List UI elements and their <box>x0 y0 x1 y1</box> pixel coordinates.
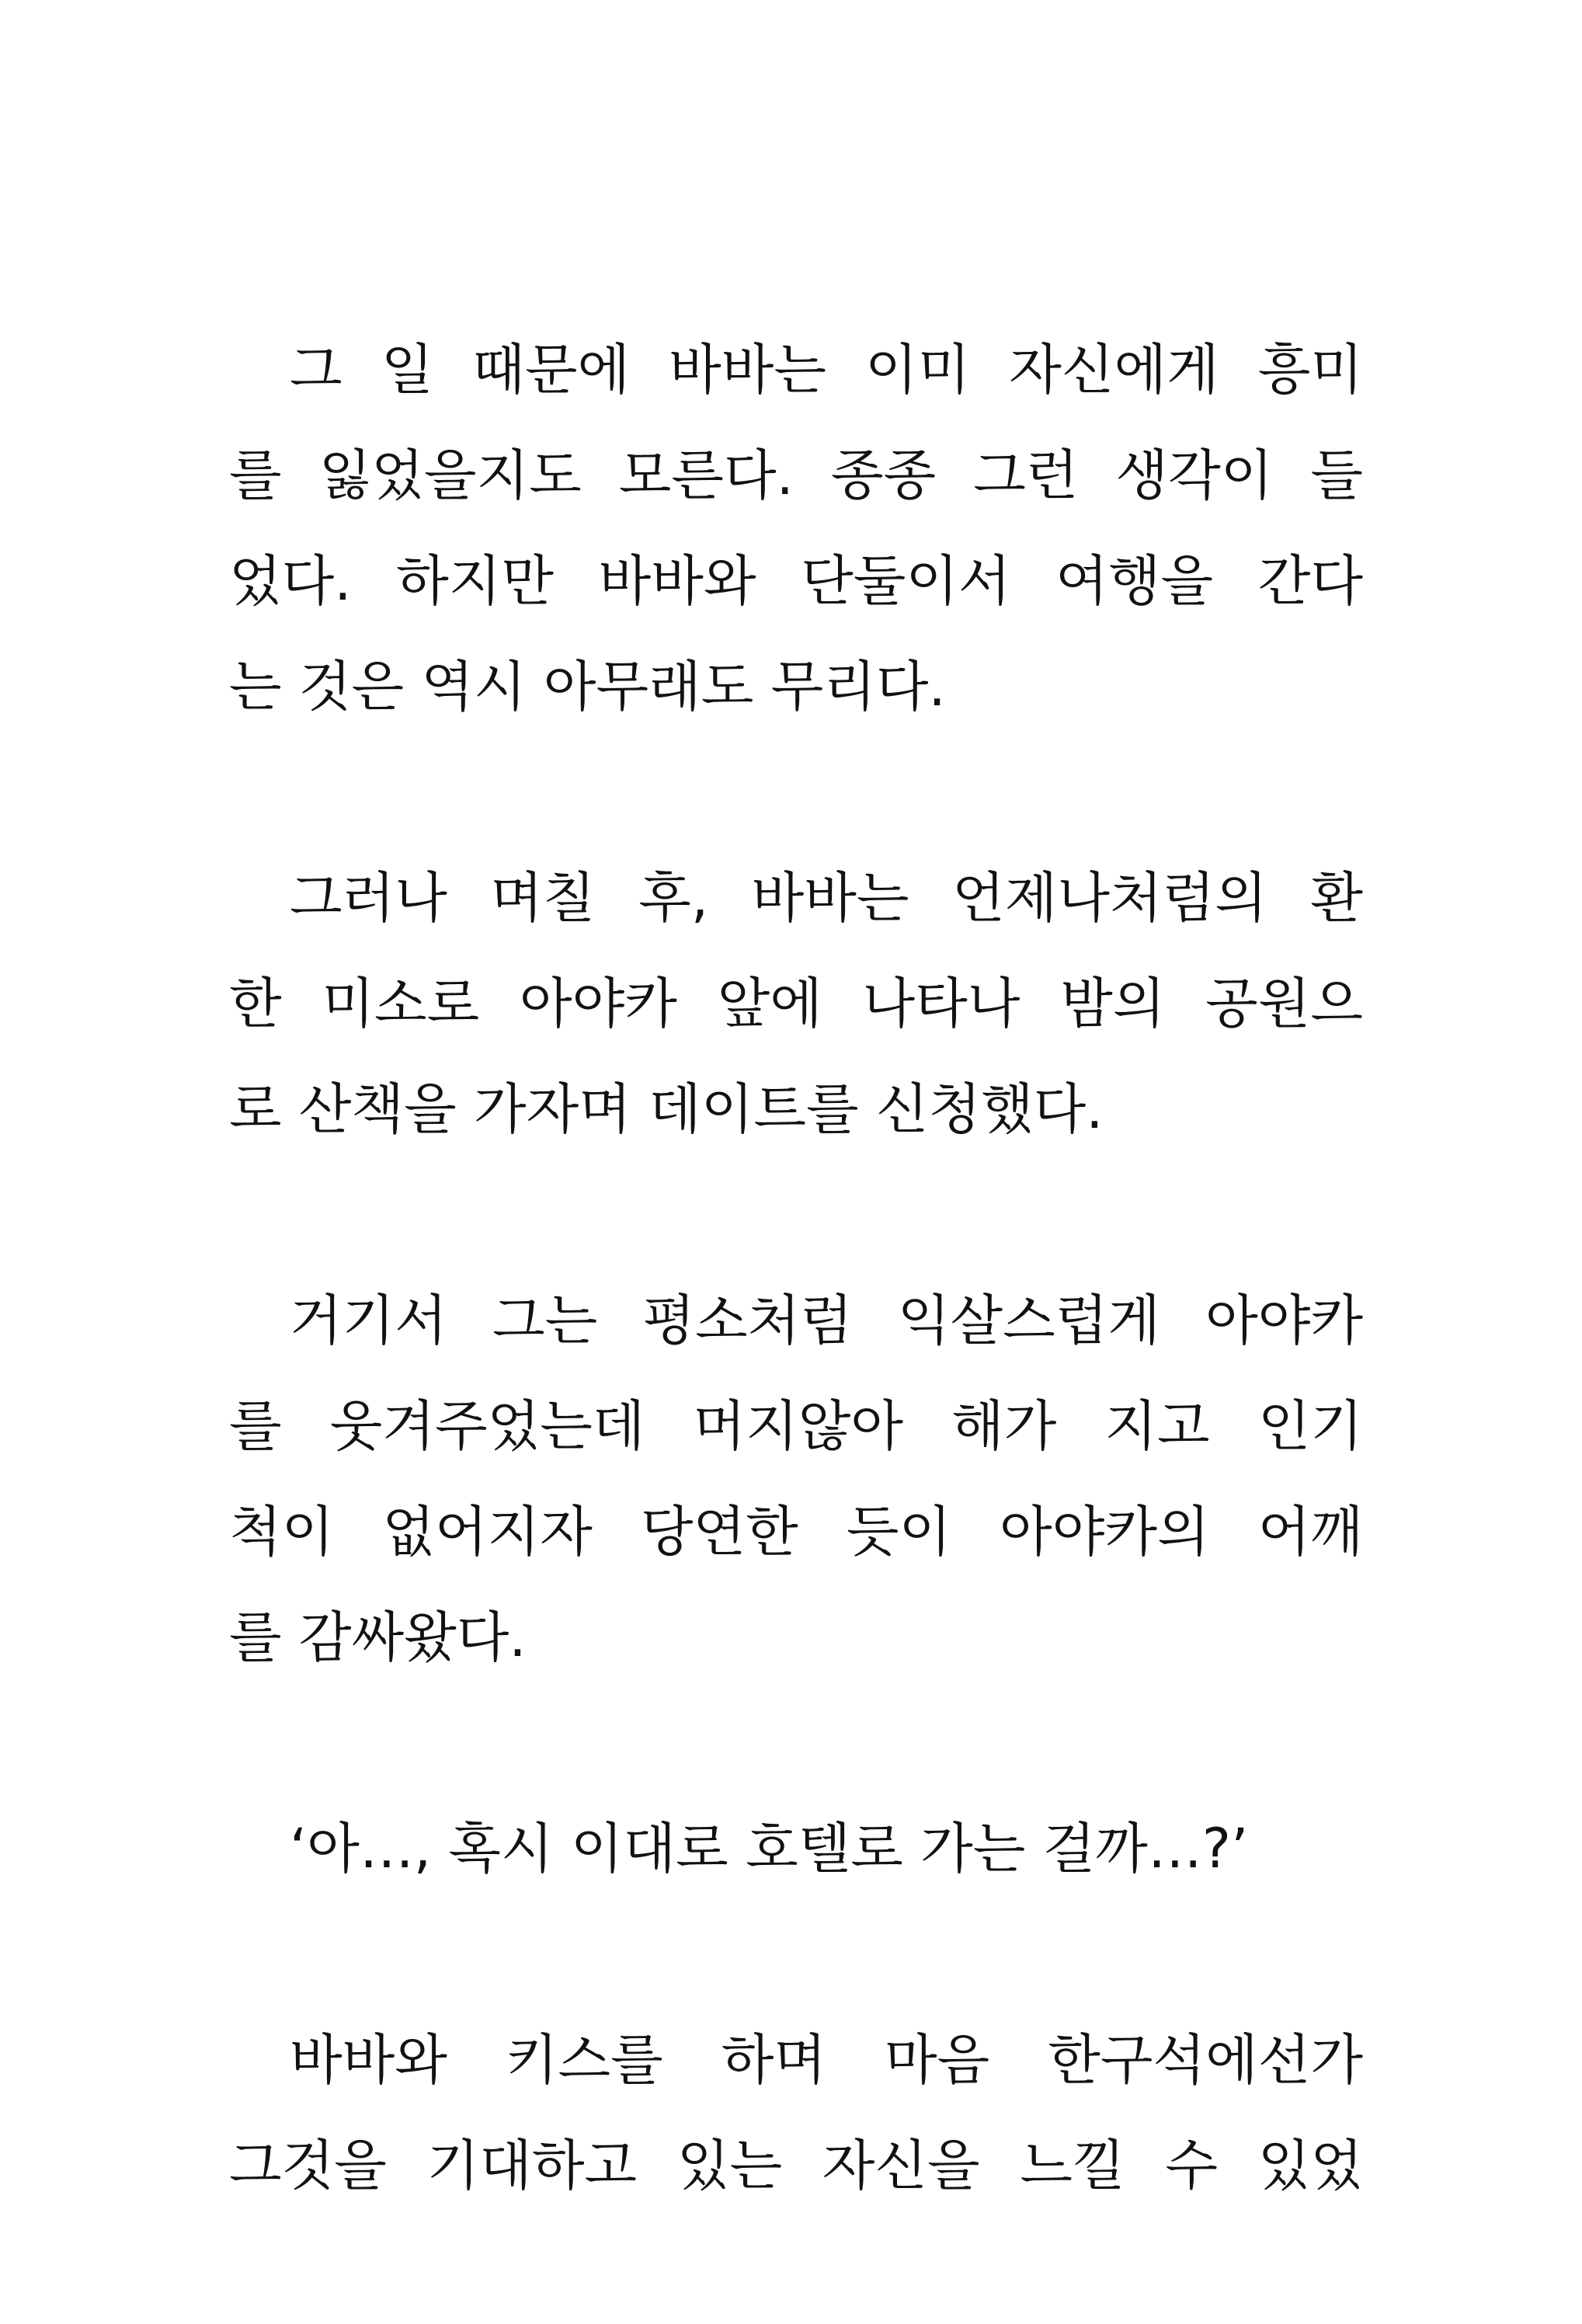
body-text <box>229 317 1363 2324</box>
paragraph-2 <box>229 845 1363 1162</box>
text-line: 를 감싸왔다. <box>229 1606 527 1669</box>
text-line: 거기서 그는 평소처럼 익살스럽게 아야카 <box>290 1289 1363 1352</box>
text-line: ‘아…, 혹시 이대로 호텔로 가는 걸까…?’ <box>290 1817 1249 1880</box>
text-line: 척이 없어지자 당연한 듯이 아야카의 어깨 <box>229 1500 1363 1564</box>
paragraph-4 <box>229 1796 1363 1901</box>
text-line: 바바와 키스를 하며 마음 한구석에선가 <box>290 2028 1363 2092</box>
text-line: 를 웃겨주었는데 머지않아 해가 지고 인기 <box>229 1394 1363 1458</box>
text-line: 그것을 기대하고 있는 자신을 느낄 수 있었 <box>229 2134 1363 2197</box>
text-line: 한 미소로 아야카 앞에 나타나 밤의 공원으 <box>229 972 1363 1035</box>
paragraph-3 <box>229 1268 1363 1690</box>
paragraph-5 <box>229 2007 1363 2218</box>
text-line: 로 산책을 가자며 데이트를 신청했다. <box>229 1077 1104 1141</box>
text-line: 그 일 때문에 바바는 이미 자신에게 흥미 <box>290 338 1363 402</box>
text-line: 를 잃었을지도 모른다. 종종 그런 생각이 들 <box>229 444 1363 507</box>
text-line: 그러나 며칠 후, 바바는 언제나처럼의 환 <box>290 866 1363 930</box>
text-line: 는 것은 역시 아무래도 무리다. <box>229 655 946 718</box>
paragraph-1 <box>229 317 1363 739</box>
text-line: 었다. 하지만 바바와 단둘이서 여행을 간다 <box>229 549 1363 613</box>
